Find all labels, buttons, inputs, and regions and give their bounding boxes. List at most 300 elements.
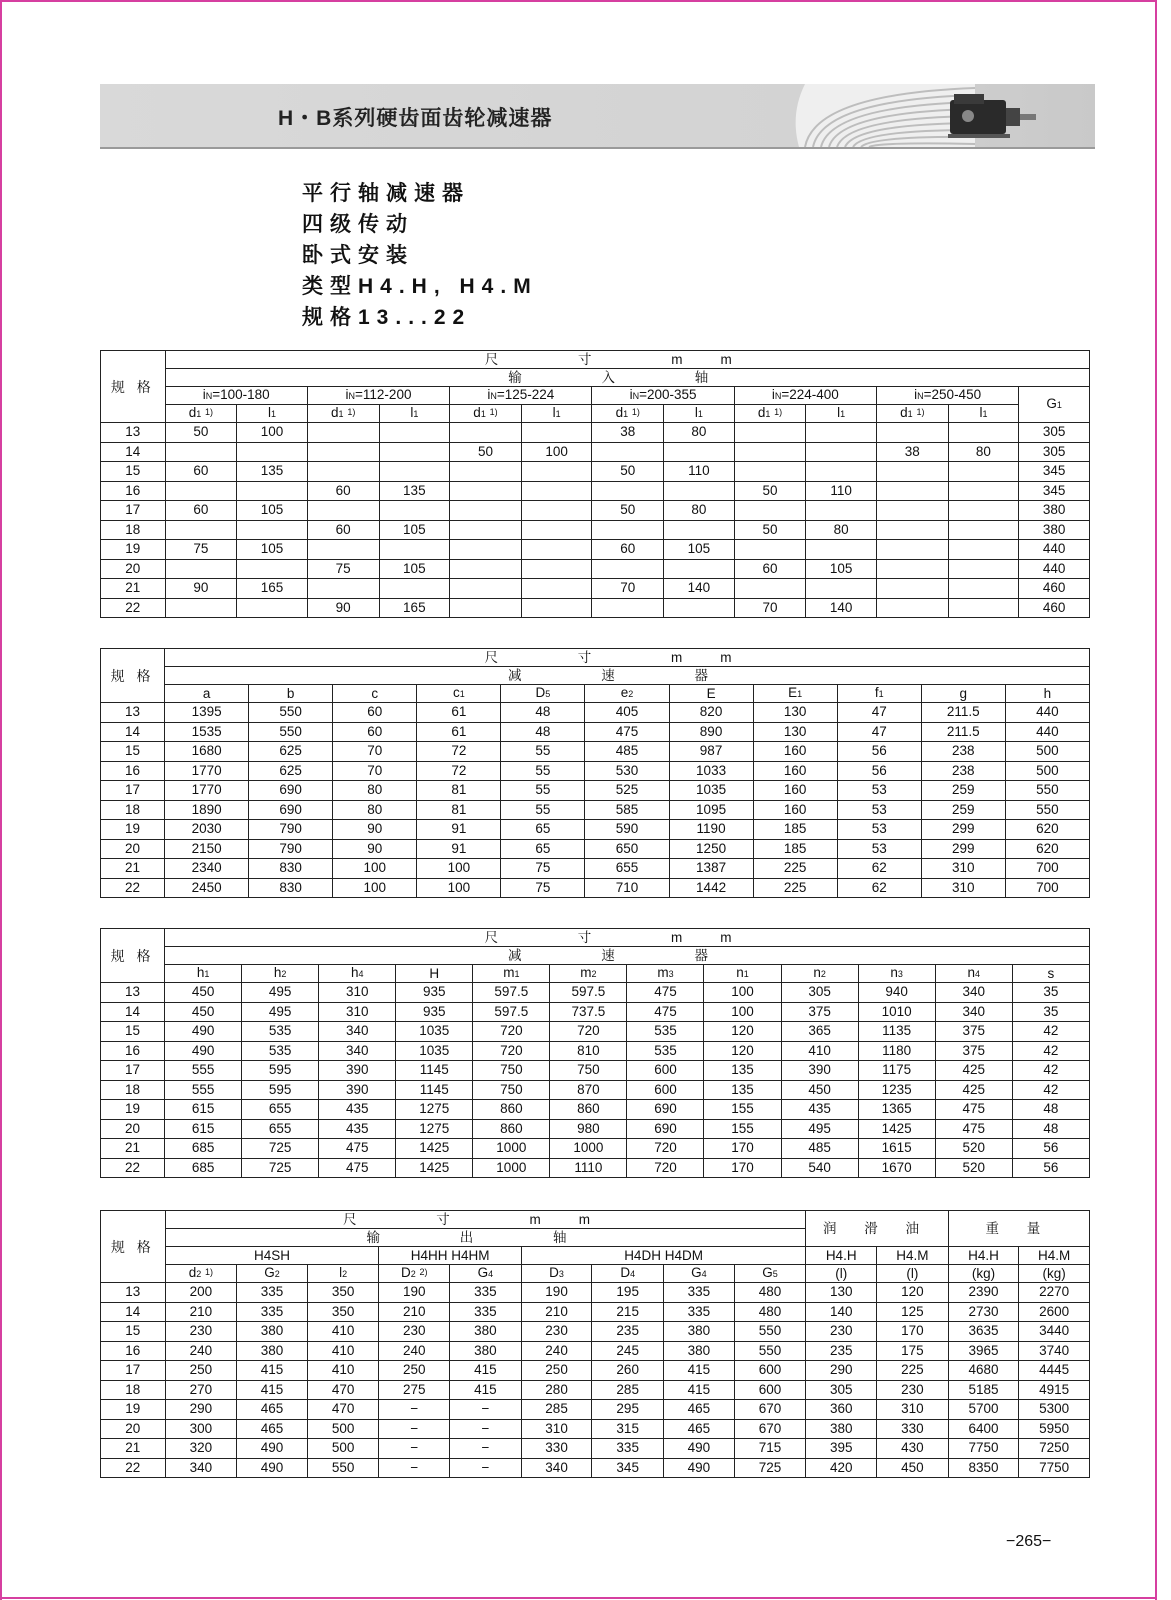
col-header: G2 <box>237 1265 308 1283</box>
table-cell: 290 <box>806 1361 877 1381</box>
reducer-dimensions-table-2 <box>100 928 1090 1178</box>
table-cell: 56 <box>837 742 921 762</box>
col-header: (kg) <box>948 1265 1019 1283</box>
table-cell: 130 <box>753 703 837 723</box>
table-cell: 240 <box>521 1341 592 1361</box>
table-row <box>101 1080 1090 1100</box>
table-cell <box>379 423 450 443</box>
table-cell: 19 <box>101 1400 166 1420</box>
table-cell <box>450 423 522 443</box>
table-row <box>101 598 1090 618</box>
table-cell: 335 <box>237 1283 308 1303</box>
table-cell: 53 <box>837 800 921 820</box>
table-cell <box>450 579 522 599</box>
table-cell: 410 <box>781 1041 858 1061</box>
table-cell: 520 <box>935 1139 1012 1159</box>
col-header-d1: d1 $^{1)}$ <box>876 405 948 423</box>
table-cell: − <box>379 1439 450 1459</box>
table-row <box>101 520 1090 540</box>
table-cell: 190 <box>379 1283 450 1303</box>
table-cell: 17 <box>101 781 165 801</box>
table-row <box>101 387 1090 405</box>
table-cell: 80 <box>806 520 877 540</box>
table-cell: 20 <box>101 1119 165 1139</box>
table-row <box>101 501 1090 521</box>
table-cell: 100 <box>704 983 781 1003</box>
dim-header: 尺 寸 mm <box>165 929 1090 947</box>
table-cell: 980 <box>550 1119 627 1139</box>
table-cell: 91 <box>417 839 501 859</box>
col-header: D5 <box>501 685 585 703</box>
table-cell: 250 <box>379 1361 450 1381</box>
table-cell <box>379 462 450 482</box>
table-cell: 2730 <box>948 1302 1019 1322</box>
col-header-l1: l1 <box>379 405 450 423</box>
table-cell: 8350 <box>948 1458 1019 1478</box>
table-cell: 270 <box>165 1380 237 1400</box>
table-cell: 61 <box>417 703 501 723</box>
weight-header: 重 量 <box>948 1211 1089 1247</box>
table-cell: 700 <box>1005 878 1089 898</box>
table-cell: 475 <box>935 1100 1012 1120</box>
col-header: G5 <box>734 1265 806 1283</box>
table-row <box>101 1002 1090 1022</box>
table-cell: 475 <box>627 983 704 1003</box>
table-cell: 61 <box>417 722 501 742</box>
table-cell: 211.5 <box>921 722 1005 742</box>
table-cell: 130 <box>753 722 837 742</box>
table-cell: 3440 <box>1019 1322 1090 1342</box>
table-cell: 305 <box>806 1380 877 1400</box>
col-header: s <box>1012 965 1089 983</box>
table-row <box>101 1265 1090 1283</box>
col-header: (l) <box>877 1265 949 1283</box>
table-cell: 245 <box>592 1341 664 1361</box>
table-cell: 720 <box>473 1022 550 1042</box>
table-cell <box>876 579 948 599</box>
table-cell: 56 <box>1012 1139 1089 1159</box>
table-cell: 485 <box>781 1139 858 1159</box>
table-cell: 295 <box>592 1400 664 1420</box>
table-cell: 435 <box>781 1100 858 1120</box>
col-header: h1 <box>165 965 242 983</box>
table-cell: 380 <box>1019 520 1090 540</box>
ratio-header: iN=224-400 <box>734 387 876 405</box>
table-cell: 305 <box>1019 442 1090 462</box>
table-cell: 550 <box>307 1458 379 1478</box>
table-cell: 670 <box>734 1400 806 1420</box>
group-header-h4sh: H4SH <box>165 1247 379 1265</box>
table-cell: 22 <box>101 878 165 898</box>
table-cell: 1095 <box>669 800 753 820</box>
title-banner <box>100 84 1095 149</box>
table-cell: 20 <box>101 1419 166 1439</box>
table-cell: 120 <box>877 1283 949 1303</box>
table-row <box>101 781 1090 801</box>
table-cell <box>876 462 948 482</box>
table-cell: 50 <box>734 520 806 540</box>
table-row <box>101 965 1090 983</box>
table-row <box>101 742 1090 762</box>
table-cell: 375 <box>935 1041 1012 1061</box>
table-cell: 225 <box>753 859 837 879</box>
table-cell: 21 <box>101 1139 165 1159</box>
table-cell: 65 <box>501 820 585 840</box>
table-cell: 120 <box>704 1022 781 1042</box>
table-cell: 315 <box>592 1419 664 1439</box>
table-cell: 625 <box>249 761 333 781</box>
table-cell: 100 <box>333 878 417 898</box>
weight-type-header: H4.M <box>1019 1247 1090 1265</box>
table-cell: 410 <box>307 1341 379 1361</box>
row-header-spec: 规 格 <box>101 929 165 983</box>
table-cell: 42 <box>1012 1061 1089 1081</box>
table-row <box>101 649 1090 667</box>
table-cell: 18 <box>101 800 165 820</box>
table-cell: 15 <box>101 742 165 762</box>
table-cell: 410 <box>307 1322 379 1342</box>
table-cell <box>948 598 1019 618</box>
table-cell: − <box>450 1439 522 1459</box>
table-cell: 90 <box>333 839 417 859</box>
table-cell: 72 <box>417 742 501 762</box>
table-cell: 17 <box>101 1361 166 1381</box>
table-cell: 170 <box>877 1322 949 1342</box>
group-header-h4dh: H4DH H4DM <box>521 1247 806 1265</box>
table-cell: 15 <box>101 1022 165 1042</box>
table-cell: 135 <box>237 462 308 482</box>
table-cell: 345 <box>1019 462 1090 482</box>
table-cell: 285 <box>521 1400 592 1420</box>
table-cell: 81 <box>417 781 501 801</box>
table-row <box>101 929 1090 947</box>
table-cell: 520 <box>935 1158 1012 1178</box>
table-cell: 7750 <box>948 1439 1019 1459</box>
table-cell: 100 <box>704 1002 781 1022</box>
table-cell <box>307 579 379 599</box>
table-cell <box>806 462 877 482</box>
table-cell <box>876 559 948 579</box>
section-header: 减 速 器 <box>165 947 1090 965</box>
table-cell <box>948 540 1019 560</box>
table-cell: 225 <box>753 878 837 898</box>
ratio-header: iN=250-450 <box>876 387 1018 405</box>
col-header-l1: l1 <box>521 405 592 423</box>
table-cell: 1425 <box>396 1139 473 1159</box>
table-cell <box>450 540 522 560</box>
col-header: E1 <box>753 685 837 703</box>
table-cell: 135 <box>704 1080 781 1100</box>
table-row <box>101 1119 1090 1139</box>
table-cell <box>664 442 735 462</box>
col-header: n3 <box>858 965 935 983</box>
dim-header: 尺 寸 mm <box>165 1211 806 1229</box>
table-cell: 190 <box>521 1283 592 1303</box>
table-cell: 211.5 <box>921 703 1005 723</box>
table-cell <box>165 520 237 540</box>
table-cell <box>521 520 592 540</box>
table-cell: 100 <box>237 423 308 443</box>
table-cell: 465 <box>237 1419 308 1439</box>
table-cell: 7250 <box>1019 1439 1090 1459</box>
table-cell <box>237 442 308 462</box>
table-cell: 345 <box>592 1458 664 1478</box>
table-cell: 380 <box>450 1341 522 1361</box>
table-cell: 2340 <box>165 859 249 879</box>
table-cell: 310 <box>921 859 1005 879</box>
table-cell <box>521 559 592 579</box>
table-cell <box>876 423 948 443</box>
table-cell: 615 <box>165 1119 242 1139</box>
col-header: G4 <box>664 1265 735 1283</box>
table-cell: 4445 <box>1019 1361 1090 1381</box>
table-cell <box>734 501 806 521</box>
table-row <box>101 462 1090 482</box>
table-cell: 215 <box>592 1302 664 1322</box>
table-cell <box>521 598 592 618</box>
table-row <box>101 761 1090 781</box>
table-cell: 48 <box>501 722 585 742</box>
table-cell: 335 <box>592 1439 664 1459</box>
col-header-d1: d1 $^{1)}$ <box>592 405 664 423</box>
table-cell: 250 <box>521 1361 592 1381</box>
table-cell: 15 <box>101 1322 166 1342</box>
table-cell: 160 <box>753 781 837 801</box>
table-row <box>101 1380 1090 1400</box>
table-cell: 475 <box>627 1002 704 1022</box>
table-cell <box>948 501 1019 521</box>
table-cell: 70 <box>734 598 806 618</box>
col-header: E <box>669 685 753 703</box>
table-cell: 725 <box>734 1458 806 1478</box>
table-cell <box>948 579 1019 599</box>
table-cell <box>664 481 735 501</box>
table-cell: 365 <box>781 1022 858 1042</box>
table-cell: 1035 <box>669 781 753 801</box>
table-cell: 60 <box>307 481 379 501</box>
table-cell: 185 <box>753 820 837 840</box>
table-cell <box>307 442 379 462</box>
heading-line-4: 类型H4.H, H4.M <box>302 275 538 298</box>
table-cell: 500 <box>1005 761 1089 781</box>
table-cell: 500 <box>307 1439 379 1459</box>
table-cell: 440 <box>1019 540 1090 560</box>
table-cell: 55 <box>501 742 585 762</box>
table-cell: 48 <box>501 703 585 723</box>
table-cell <box>592 442 664 462</box>
col-header: n2 <box>781 965 858 983</box>
col-header-d1: d1 $^{1)}$ <box>307 405 379 423</box>
col-header-l1: l1 <box>237 405 308 423</box>
table-cell: 340 <box>935 1002 1012 1022</box>
table-cell: 750 <box>550 1061 627 1081</box>
table-cell: 470 <box>307 1380 379 1400</box>
table-cell: 135 <box>704 1061 781 1081</box>
oil-type-header: H4.H <box>806 1247 877 1265</box>
table-cell: 5700 <box>948 1400 1019 1420</box>
table-cell: − <box>379 1419 450 1439</box>
table-cell: 685 <box>165 1139 242 1159</box>
table-cell: 20 <box>101 839 165 859</box>
table-cell: 597.5 <box>473 1002 550 1022</box>
table-cell: 420 <box>806 1458 877 1478</box>
col-header-g1: G1 <box>1019 387 1090 423</box>
table-row <box>101 540 1090 560</box>
table-cell: 17 <box>101 501 166 521</box>
table-cell: 750 <box>473 1080 550 1100</box>
table-cell: 3635 <box>948 1322 1019 1342</box>
table-cell: 18 <box>101 520 166 540</box>
table-cell: 450 <box>165 1002 242 1022</box>
table-cell: 1425 <box>396 1158 473 1178</box>
table-cell: 340 <box>935 983 1012 1003</box>
table-cell: 90 <box>333 820 417 840</box>
table-cell: 1000 <box>550 1139 627 1159</box>
table-cell: 1387 <box>669 859 753 879</box>
table-cell: 1615 <box>858 1139 935 1159</box>
table-cell <box>592 481 664 501</box>
table-cell: 725 <box>242 1158 319 1178</box>
table-cell: 13 <box>101 983 165 1003</box>
table-cell: 480 <box>734 1283 806 1303</box>
frame-top-line <box>0 0 1157 2</box>
table-cell: 600 <box>734 1380 806 1400</box>
table-cell <box>876 598 948 618</box>
col-header: D4 <box>592 1265 664 1283</box>
table-cell: 330 <box>521 1439 592 1459</box>
table-cell: 690 <box>249 781 333 801</box>
table-cell: 210 <box>165 1302 237 1322</box>
col-header: e2 <box>585 685 669 703</box>
dim-header: 尺 寸 mm <box>165 649 1090 667</box>
table-cell: 987 <box>669 742 753 762</box>
table-cell: 500 <box>307 1419 379 1439</box>
table-cell: 1770 <box>165 781 249 801</box>
table-cell: 170 <box>704 1158 781 1178</box>
table-cell: 720 <box>627 1158 704 1178</box>
frame-bottom-line <box>0 1597 1157 1599</box>
table-cell: 259 <box>921 800 1005 820</box>
table-cell: 16 <box>101 1041 165 1061</box>
table-cell: 1180 <box>858 1041 935 1061</box>
table-cell: 80 <box>333 781 417 801</box>
table-cell: 720 <box>627 1139 704 1159</box>
table-cell <box>521 579 592 599</box>
ratio-header: iN=125-224 <box>450 387 592 405</box>
table-cell: 35 <box>1012 983 1089 1003</box>
page-number: −265− <box>1006 1533 1052 1550</box>
table-cell: 65 <box>501 839 585 859</box>
table-cell: 16 <box>101 761 165 781</box>
table-row <box>101 800 1090 820</box>
table-cell <box>237 520 308 540</box>
table-cell: 1365 <box>858 1100 935 1120</box>
table-cell: 585 <box>585 800 669 820</box>
table-cell: 1425 <box>858 1119 935 1139</box>
table-cell: 380 <box>237 1341 308 1361</box>
table-cell: 21 <box>101 579 166 599</box>
table-cell: 340 <box>319 1022 396 1042</box>
table-cell: 615 <box>165 1100 242 1120</box>
table-cell <box>307 423 379 443</box>
table-cell: 5950 <box>1019 1419 1090 1439</box>
table-cell: 3965 <box>948 1341 1019 1361</box>
table-cell: 335 <box>450 1302 522 1322</box>
table-cell: 380 <box>664 1341 735 1361</box>
table-cell: − <box>450 1458 522 1478</box>
table-cell: 80 <box>664 423 735 443</box>
table-cell: 830 <box>249 878 333 898</box>
table-cell: 725 <box>242 1139 319 1159</box>
table-cell: 535 <box>242 1022 319 1042</box>
table-cell: 540 <box>781 1158 858 1178</box>
table-cell: 430 <box>877 1439 949 1459</box>
table-row <box>101 839 1090 859</box>
table-cell <box>521 481 592 501</box>
table-cell: 2390 <box>948 1283 1019 1303</box>
table-cell: 230 <box>521 1322 592 1342</box>
table-cell: 235 <box>592 1322 664 1342</box>
table-cell: 38 <box>876 442 948 462</box>
table-cell: 13 <box>101 423 166 443</box>
banner-title: H・B系列硬齿面齿轮减速器 <box>278 107 553 130</box>
table-cell: 230 <box>379 1322 450 1342</box>
table-row <box>101 1361 1090 1381</box>
table-cell: 375 <box>935 1022 1012 1042</box>
table-cell: − <box>450 1419 522 1439</box>
table-cell: 62 <box>837 859 921 879</box>
table-cell <box>450 501 522 521</box>
table-row <box>101 878 1090 898</box>
table-cell: 495 <box>242 983 319 1003</box>
table-cell: 310 <box>319 1002 396 1022</box>
table-cell <box>948 520 1019 540</box>
table-cell: 415 <box>664 1361 735 1381</box>
table-cell: 19 <box>101 1100 165 1120</box>
table-row <box>101 481 1090 501</box>
table-cell: 100 <box>417 859 501 879</box>
table-cell: 105 <box>237 540 308 560</box>
table-cell: 490 <box>237 1439 308 1459</box>
table-cell: 55 <box>501 800 585 820</box>
table-cell: 375 <box>781 1002 858 1022</box>
table-cell: 870 <box>550 1080 627 1100</box>
row-header-spec: 规 格 <box>101 649 165 703</box>
table-cell: 350 <box>307 1283 379 1303</box>
table-cell: 535 <box>242 1041 319 1061</box>
table-cell: 940 <box>858 983 935 1003</box>
col-header: m1 <box>473 965 550 983</box>
table-cell: 500 <box>1005 742 1089 762</box>
table-cell: 415 <box>237 1380 308 1400</box>
table-cell: 320 <box>165 1439 237 1459</box>
table-row <box>101 1100 1090 1120</box>
table-row <box>101 722 1090 742</box>
table-cell <box>734 423 806 443</box>
heading-line-2: 四级传动 <box>302 213 414 236</box>
table-cell: 16 <box>101 481 166 501</box>
table-cell: 1000 <box>473 1139 550 1159</box>
table-cell: 42 <box>1012 1022 1089 1042</box>
table-cell: 5185 <box>948 1380 1019 1400</box>
table-cell: 14 <box>101 1302 166 1322</box>
table-cell <box>876 481 948 501</box>
table-cell: 230 <box>806 1322 877 1342</box>
table-cell: 490 <box>165 1041 242 1061</box>
table-cell <box>450 520 522 540</box>
table-cell: 1890 <box>165 800 249 820</box>
table-cell <box>165 442 237 462</box>
